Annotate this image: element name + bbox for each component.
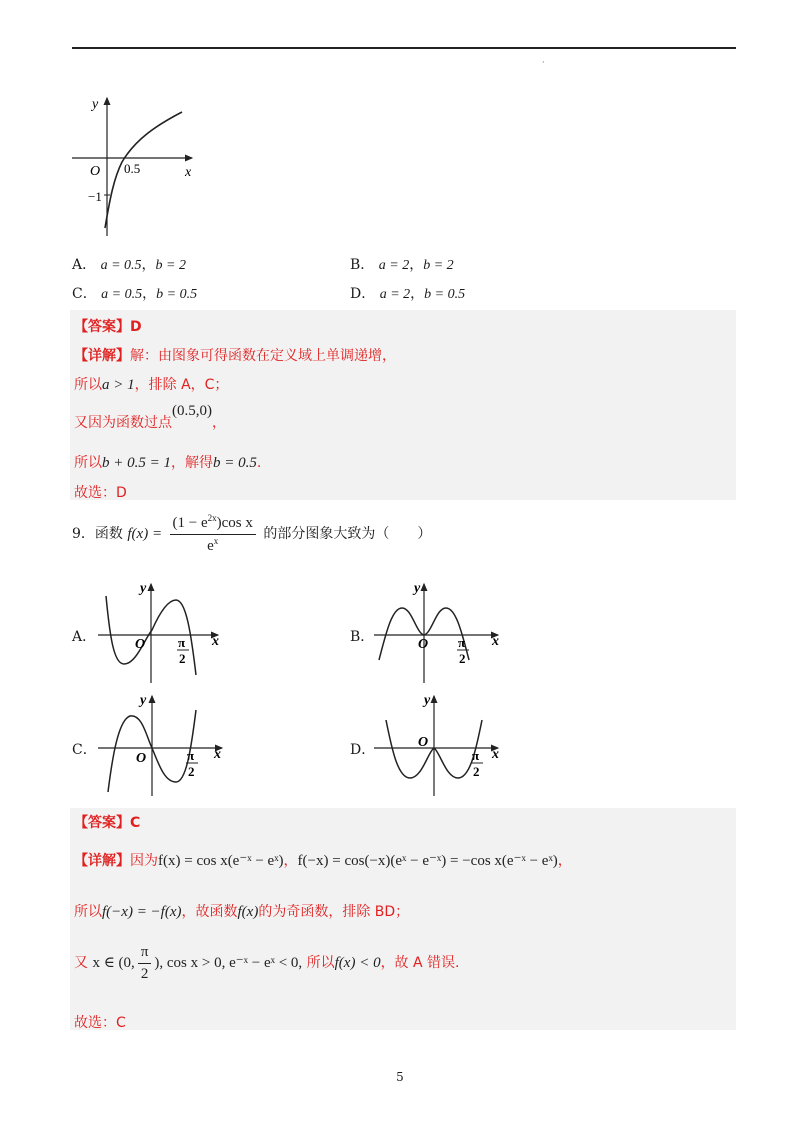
svg-text:π: π <box>472 748 480 763</box>
svg-text:x: x <box>212 634 219 649</box>
q8-answer-line: 【答案】D <box>74 319 142 335</box>
q8-answer-value: D <box>130 319 142 335</box>
q9-detail-line-1: 【详解】因为f(x) = cos x(e⁻ˣ − eˣ)，f(−x) = cos(−x)(eˣ − e⁻ˣ) = −cos x(e⁻ˣ − eˣ)， <box>74 853 572 869</box>
q8-graph <box>60 88 210 238</box>
svg-text:y: y <box>414 581 421 596</box>
q9-graph-b <box>366 578 516 688</box>
q9-detail-line-4: 故选：C <box>74 1015 126 1031</box>
svg-text:π: π <box>178 635 186 650</box>
q9-graph-c <box>90 690 240 800</box>
q9-answer-line: 【答案】C <box>74 815 141 831</box>
q9-answer-value: C <box>130 815 141 831</box>
q8-option-b: B． a = 2，b = 2 <box>350 257 454 273</box>
q9-pi-over-2: $\frac{\pi}{2}$ <box>138 944 152 982</box>
q9-option-b-letter: B． <box>350 629 375 645</box>
svg-text:x: x <box>492 747 499 762</box>
svg-text:O: O <box>418 735 429 750</box>
q8-solution <box>70 310 736 500</box>
q9-graph-d <box>366 690 516 800</box>
q9-detail-line-2: 所以f(−x) = −f(x)，故函数f(x)的为奇函数，排除 BD； <box>74 904 410 920</box>
page-number: 5 <box>396 1070 404 1084</box>
q8-curve <box>105 112 182 228</box>
q8-detail-line-5: 故选：D <box>74 485 127 501</box>
q8-detail-line-4: 所以b + 0.5 = 1，解得b = 0.5. <box>74 455 262 471</box>
q9-stem: 9．函数 f(x) = $\frac{(1 - e^{2x})\cos x}{e^x}$ 的部分图象大致为（ ） <box>72 513 432 554</box>
q8-x-mark: 0.5 <box>124 161 141 176</box>
svg-text:x: x <box>214 747 221 762</box>
q9-detail-line-3: 又 x ∈ (0, $\frac{\pi}{2}$ ), cos x > 0, e⁻ˣ − eˣ < 0, 所以f(x) < 0，故 A 错误. <box>74 944 460 982</box>
q9-solution <box>70 808 736 1030</box>
svg-text:π: π <box>458 635 466 650</box>
q8-detail-line-2: 所以a > 1，排除 A，C； <box>74 377 229 393</box>
q8-origin-label: O <box>90 164 101 179</box>
svg-text:y: y <box>140 581 147 596</box>
svg-text:y: y <box>140 693 147 708</box>
header-dot: · <box>542 58 545 67</box>
q9-option-d-letter: D． <box>350 742 376 758</box>
q8-option-d: D． a = 2，b = 0.5 <box>350 286 466 302</box>
svg-text:2: 2 <box>459 651 466 666</box>
q8-detail-line-3: 又因为函数过点(0.5,0)， <box>74 403 226 431</box>
svg-text:2: 2 <box>188 764 195 779</box>
svg-text:π: π <box>187 748 195 763</box>
q9-graph-a <box>90 578 240 688</box>
svg-text:x: x <box>492 634 499 649</box>
svg-text:O: O <box>135 637 146 652</box>
svg-text:y: y <box>424 693 431 708</box>
header-rule <box>72 47 736 49</box>
q8-option-a: A． a = 0.5，b = 2 <box>72 257 186 273</box>
q8-y-mark: −1 <box>88 189 102 204</box>
svg-text:2: 2 <box>473 764 480 779</box>
q9-option-c-letter: C． <box>72 742 97 758</box>
q8-y-label: y <box>92 97 99 112</box>
q8-detail-line-1: 【详解】解：由图象可得函数在定义域上单调递增， <box>74 348 396 364</box>
q8-x-label: x <box>185 165 192 180</box>
svg-text:2: 2 <box>179 651 186 666</box>
q9-function-fraction: $\frac{(1 - e^{2x})\cos x}{e^x}$ <box>170 514 256 554</box>
q9-option-a-letter: A． <box>72 629 97 645</box>
q8-option-c: C． a = 0.5，b = 0.5 <box>72 286 198 302</box>
svg-text:O: O <box>136 751 147 766</box>
svg-text:O: O <box>418 637 429 652</box>
